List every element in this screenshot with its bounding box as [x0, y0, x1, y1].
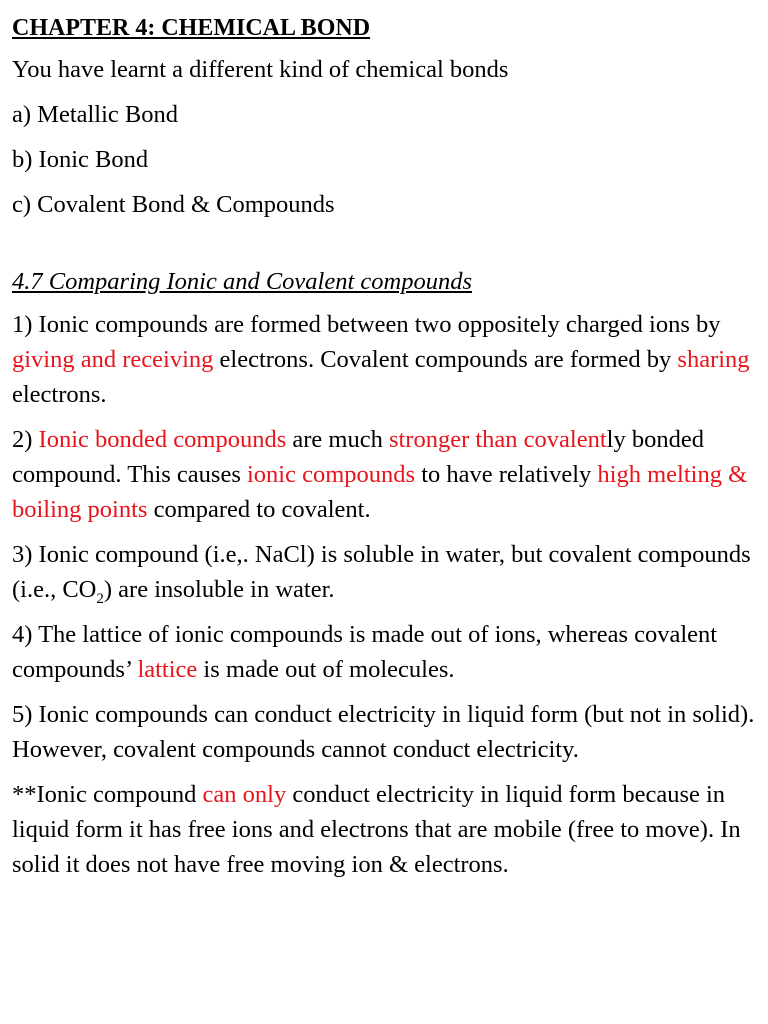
- paragraph-4: 4) The lattice of ionic compounds is made out of ions, whereas covalent compounds’ lattice is made out of molecules.: [12, 621, 718, 683]
- subscript: 2: [96, 590, 104, 607]
- intro-text: You have learnt a different kind of chemical bonds: [12, 56, 509, 83]
- note-paragraph: **Ionic compound can only conduct electricity in liquid form because in liquid form it has free ions and electrons that are mobile (free to move). In solid it does not have free moving ion & electrons.: [12, 781, 741, 878]
- document-page: [12, 10, 762, 892]
- list-item: a) Metallic Bond: [12, 101, 179, 128]
- highlight: stronger than covalent: [388, 426, 607, 453]
- highlight: sharing: [677, 346, 750, 373]
- section-title: 4.7 Comparing Ionic and Covalent compounds: [12, 268, 473, 295]
- highlight: can only: [202, 781, 287, 808]
- chapter-title: CHAPTER 4: CHEMICAL BOND: [12, 15, 371, 41]
- highlight: giving and receiving: [12, 346, 214, 373]
- highlight: ionic compounds: [247, 461, 416, 488]
- paragraph-5: 5) Ionic compounds can conduct electricity in liquid form (but not in solid). However, covalent compounds cannot conduct electricity.: [12, 701, 755, 763]
- paragraph-1: 1) Ionic compounds are formed between two oppositely charged ions by giving and receiving electrons. Covalent compounds are formed by sharing electrons.: [12, 311, 750, 408]
- highlight: lattice: [137, 656, 198, 683]
- paragraph-2: 2) Ionic bonded compounds are much stronger than covalently bonded compound. This causes ionic compounds to have relatively high melting & boiling points compared to covalent.: [12, 426, 748, 523]
- list-item: c) Covalent Bond & Compounds: [12, 191, 335, 218]
- list-item: b) Ionic Bond: [12, 146, 149, 173]
- highlight: Ionic bonded compounds: [38, 426, 287, 453]
- bond-list: [12, 97, 762, 222]
- paragraph-3: 3) Ionic compound (i.e,. NaCl) is soluble in water, but covalent compounds (i.e., $CO_2$) are insoluble in water.: [12, 541, 751, 607]
- spacer: [12, 232, 762, 264]
- highlight: high melting & boiling points: [12, 461, 748, 523]
